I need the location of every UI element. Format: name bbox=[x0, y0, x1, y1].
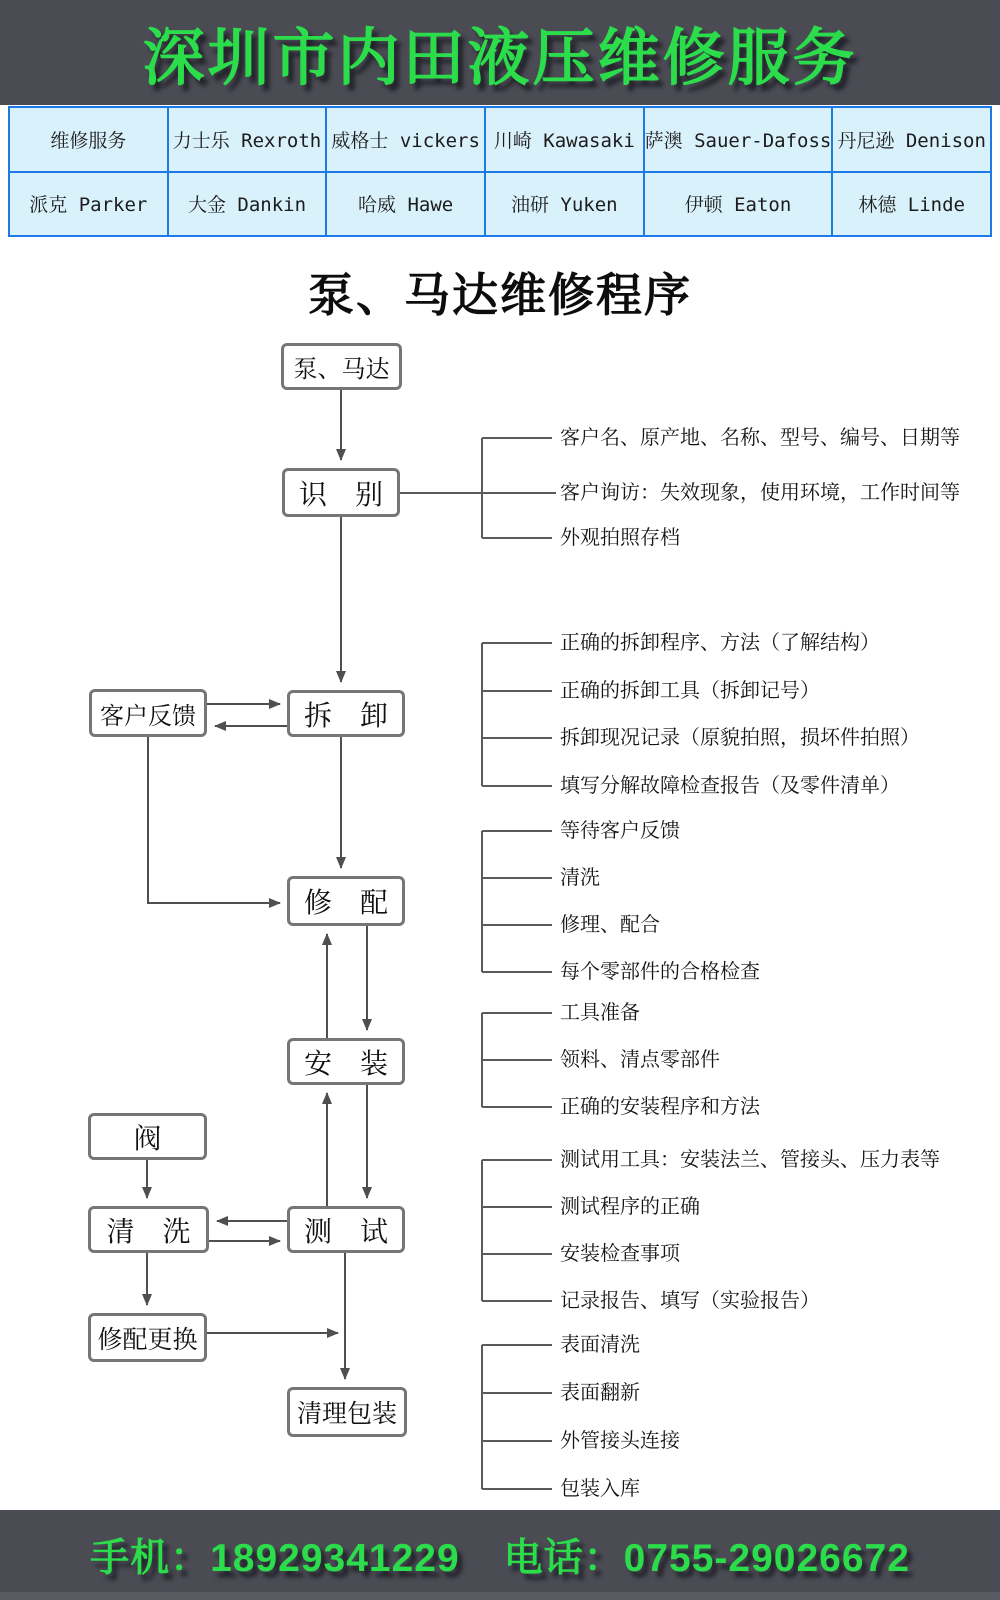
footer-bottom-strip bbox=[0, 1592, 1000, 1600]
anno-disassemble-1: 正确的拆卸程序、方法（了解结构） bbox=[560, 632, 880, 654]
anno-package-4: 包装入库 bbox=[560, 1478, 640, 1500]
anno-identify-3: 外观拍照存档 bbox=[560, 527, 680, 549]
node-test: 测 试 bbox=[287, 1206, 405, 1253]
anno-disassemble-3: 拆卸现况记录（原貌拍照，损坏件拍照） bbox=[560, 727, 920, 749]
anno-disassemble-4: 填写分解故障检查报告（及零件清单） bbox=[560, 775, 900, 797]
anno-identify-2: 客户询访：失效现象，使用环境，工作时间等 bbox=[560, 482, 960, 504]
anno-repair-1: 等待客户反馈 bbox=[560, 820, 680, 842]
anno-package-2: 表面翻新 bbox=[560, 1382, 640, 1404]
brand-cell-kawasaki: 川崎 Kawasaki bbox=[486, 108, 643, 171]
node-install: 安 装 bbox=[287, 1038, 405, 1085]
node-customer-feedback: 客户反馈 bbox=[89, 689, 207, 737]
anno-disassemble-2: 正确的拆卸工具（拆卸记号） bbox=[560, 680, 820, 702]
brand-cell-service: 维修服务 bbox=[10, 108, 167, 171]
brand-cell-linde: 林德 Linde bbox=[833, 173, 990, 236]
brand-cell-yuken: 油研 Yuken bbox=[486, 173, 643, 236]
node-clean-package: 清理包装 bbox=[287, 1387, 407, 1437]
footer-banner bbox=[0, 1510, 1000, 1600]
anno-repair-2: 清洗 bbox=[560, 867, 600, 889]
diagram-title: 泵、马达维修程序 bbox=[308, 269, 692, 321]
node-valve: 阀 bbox=[88, 1113, 207, 1160]
company-title: 深圳市内田液压维修服务 bbox=[142, 24, 858, 93]
anno-install-3: 正确的安装程序和方法 bbox=[560, 1096, 760, 1118]
anno-identify-1: 客户名、原产地、名称、型号、编号、日期等 bbox=[560, 427, 960, 449]
brand-cell-denison: 丹尼逊 Denison bbox=[833, 108, 990, 171]
node-clean: 清 洗 bbox=[88, 1206, 209, 1253]
bracket-lines bbox=[400, 438, 556, 1489]
node-identify: 识 别 bbox=[282, 468, 400, 517]
phone-number: 电话：0755-29026672 bbox=[503, 1537, 910, 1580]
node-repair-replace: 修配更换 bbox=[88, 1313, 207, 1362]
anno-test-2: 测试程序的正确 bbox=[560, 1196, 700, 1218]
brand-cell-hawe: 哈威 Hawe bbox=[327, 173, 484, 236]
anno-package-1: 表面清洗 bbox=[560, 1334, 640, 1356]
node-repair: 修 配 bbox=[287, 876, 405, 926]
anno-repair-3: 修理、配合 bbox=[560, 914, 660, 936]
brand-cell-sauer: 萨澳 Sauer-Dafoss bbox=[645, 108, 832, 171]
anno-install-2: 领料、清点零部件 bbox=[560, 1049, 720, 1071]
brand-cell-vickers: 威格士 vickers bbox=[327, 108, 484, 171]
anno-test-4: 记录报告、填写（实验报告） bbox=[560, 1290, 820, 1312]
brand-cell-rexroth: 力士乐 Rexroth bbox=[169, 108, 326, 171]
mobile-number: 手机：18929341229 bbox=[90, 1537, 460, 1580]
anno-test-1: 测试用工具：安装法兰、管接头、压力表等 bbox=[560, 1149, 940, 1171]
brand-cell-dankin: 大金 Dankin bbox=[169, 173, 326, 236]
anno-install-1: 工具准备 bbox=[560, 1002, 640, 1024]
anno-repair-4: 每个零部件的合格检查 bbox=[560, 961, 760, 983]
node-pump-motor: 泵、马达 bbox=[281, 343, 402, 390]
anno-package-3: 外管接头连接 bbox=[560, 1430, 680, 1452]
anno-test-3: 安装检查事项 bbox=[560, 1243, 680, 1265]
brand-cell-parker: 派克 Parker bbox=[10, 173, 167, 236]
node-disassemble: 拆 卸 bbox=[287, 690, 405, 737]
brand-cell-eaton: 伊顿 Eaton bbox=[645, 173, 832, 236]
